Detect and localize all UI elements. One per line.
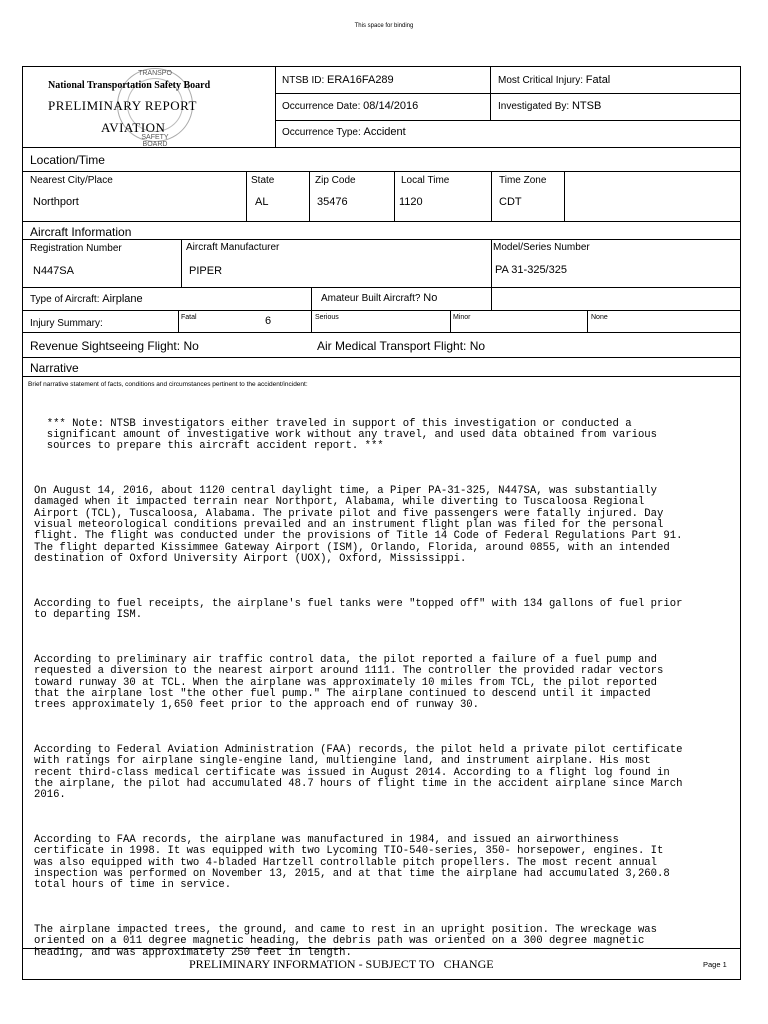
registration-value: N447SA	[33, 265, 74, 277]
fatal-label: Fatal	[181, 314, 197, 321]
injury-summary-label: Injury Summary:	[30, 318, 103, 329]
occurrence-type-field	[282, 126, 406, 138]
seal-top-text: TRANSPO	[138, 70, 172, 77]
critical-injury-label: Most Critical Injury:	[498, 75, 584, 86]
time-zone-value: CDT	[499, 196, 522, 208]
binding-note: This space for binding	[354, 23, 414, 29]
amateur-built-value: No	[423, 292, 438, 304]
report-subtitle: AVIATION	[101, 120, 166, 135]
preliminary-notice: PRELIMINARY INFORMATION - SUBJECT TO CHANGE	[189, 957, 494, 971]
narrative-paragraph: The airplane impacted trees, the ground, and came to rest in an upright position. The wreckage was oriented on a 011 degree magnetic heading, the debris path was oriented on a 300 degree magnetic heading, and was approximately 250 feet in length.	[34, 924, 658, 959]
manufacturer-label: Aircraft Manufacturer	[186, 242, 280, 253]
city-label: Nearest City/Place	[30, 175, 113, 186]
fatal-count: 6	[265, 315, 272, 327]
narrative-paragraph: On August 14, 2016, about 1120 central daylight time, a Piper PA-31-325, N447SA, was substantially damaged when it impacted terrain near Northport, Alabama, while diverting to Tuscaloosa Regional Airport (TCL), Tuscaloosa, Alabama. The private pilot and five passengers were fatally injured. Day visual meteorological conditions prevailed and an instrument flight plan was filed for the personal flight. The flight was conducted under the provisions of Title 14 Code of Federal Regulations Part 91. The flight departed Kissimmee Gateway Airport (ISM), Orlando, Florida, around 0855, with an intended destination of Oxford University Airport (UOX), Oxford, Mississippi.	[34, 485, 683, 565]
sightseeing-field	[30, 339, 199, 353]
manufacturer-value: PIPER	[189, 265, 223, 277]
location-section-title: Location/Time	[30, 153, 105, 167]
critical-injury-value: Fatal	[585, 74, 611, 86]
state-value: AL	[255, 196, 269, 208]
report-form	[22, 66, 741, 980]
zip-value: 35476	[317, 196, 348, 208]
seal-bottom-text: SAFETY BOARD	[141, 134, 169, 148]
narrative-body	[34, 396, 734, 993]
registration-label: Registration Number	[30, 243, 122, 254]
occurrence-date-label: Occurrence Date:	[282, 101, 361, 112]
narrative-paragraph: According to FAA records, the airplane was manufactured in 1984, and issued an airworthiness certificate in 1998. It was equipped with two Lycoming TIO-540-series, 350- horsepower, engines. It was also equipped with two 4-bladed Hartzell controllable pitch propellers. The most recent annual inspection was performed on November 13, 2015, and at that time the airplane had accumulated 3,260.8 total hours of time in service.	[34, 834, 670, 892]
none-label: None	[591, 314, 608, 321]
occurrence-type-value: Accident	[363, 126, 406, 138]
serious-label: Serious	[315, 314, 339, 321]
local-time-label: Local Time	[401, 175, 450, 186]
zip-label: Zip Code	[315, 175, 356, 186]
model-value: PA 31-325/325	[495, 264, 567, 276]
medical-transport-label: Air Medical Transport Flight:	[317, 339, 467, 353]
occurrence-date-value: 08/14/2016	[363, 100, 419, 112]
amateur-built-field	[321, 292, 437, 304]
narrative-paragraph: *** Note: NTSB investigators either traveled in support of this investigation or conducted a significant amount of investigative work without any travel, and used data obtained from various sources to prepare this aircraft accident report. ***	[46, 417, 658, 453]
ntsb-id-value: ERA16FA289	[327, 74, 394, 86]
narrative-instructions: Brief narrative statement of facts, conditions and circumstances pertinent to the accident/incident:	[28, 381, 308, 388]
investigated-by-field	[498, 100, 601, 112]
aircraft-section-title: Aircraft Information	[30, 225, 132, 239]
occurrence-date-field	[282, 100, 418, 112]
model-label: Model/Series Number	[493, 242, 590, 253]
occurrence-type-label: Occurrence Type:	[282, 127, 361, 138]
amateur-built-label: Amateur Built Aircraft?	[321, 293, 421, 304]
city-value: Northport	[33, 196, 79, 208]
sightseeing-value: No	[183, 339, 199, 353]
sightseeing-label: Revenue Sightseeing Flight:	[30, 339, 181, 353]
aircraft-type-field	[30, 293, 143, 305]
state-label: State	[251, 175, 275, 186]
page-number: Page 1	[703, 960, 727, 969]
narrative-paragraph: According to Federal Aviation Administration (FAA) records, the pilot held a private pilot certificate with ratings for airplane single-engine land, multiengine land, and instrument airplane. His most recent third-class medical certificate was issued in August 2014. According to a flight log found in the airplane, the pilot had accumulated 48.7 hours of flight time in the accident airplane since March 2016.	[34, 744, 683, 802]
ntsb-id-label: NTSB ID:	[282, 75, 325, 86]
ntsb-id-field	[282, 74, 394, 86]
investigated-by-label: Investigated By:	[498, 101, 570, 112]
medical-transport-value: No	[469, 339, 486, 353]
investigated-by-value: NTSB	[571, 100, 602, 112]
time-zone-label: Time Zone	[499, 175, 547, 186]
minor-label: Minor	[453, 314, 471, 321]
critical-injury-field	[498, 74, 610, 86]
aircraft-type-label: Type of Aircraft:	[30, 294, 100, 305]
narrative-section-title: Narrative	[30, 361, 79, 375]
medical-transport-field	[317, 339, 485, 353]
report-title: PRELIMINARY REPORT	[48, 98, 197, 113]
agency-name: National Transportation Safety Board	[48, 80, 211, 91]
local-time-value: 1120	[399, 196, 423, 208]
aircraft-type-value: Airplane	[102, 293, 143, 305]
narrative-paragraph: According to preliminary air traffic control data, the pilot reported a failure of a fuel pump and requested a diversion to the nearest airport around 1111. The controller the provided radar vectors toward runway 30 at TCL. When the airplane was approximately 10 miles from TCL, the pilot reported that the airplane lost "the other fuel pump." The airplane continued to descend until it impacted trees approximately 1,650 feet prior to the approach end of runway 30.	[34, 653, 664, 712]
narrative-paragraph: According to fuel receipts, the airplane's fuel tanks were "topped off" with 134 gallons of fuel prior to departing ISM.	[34, 597, 683, 622]
